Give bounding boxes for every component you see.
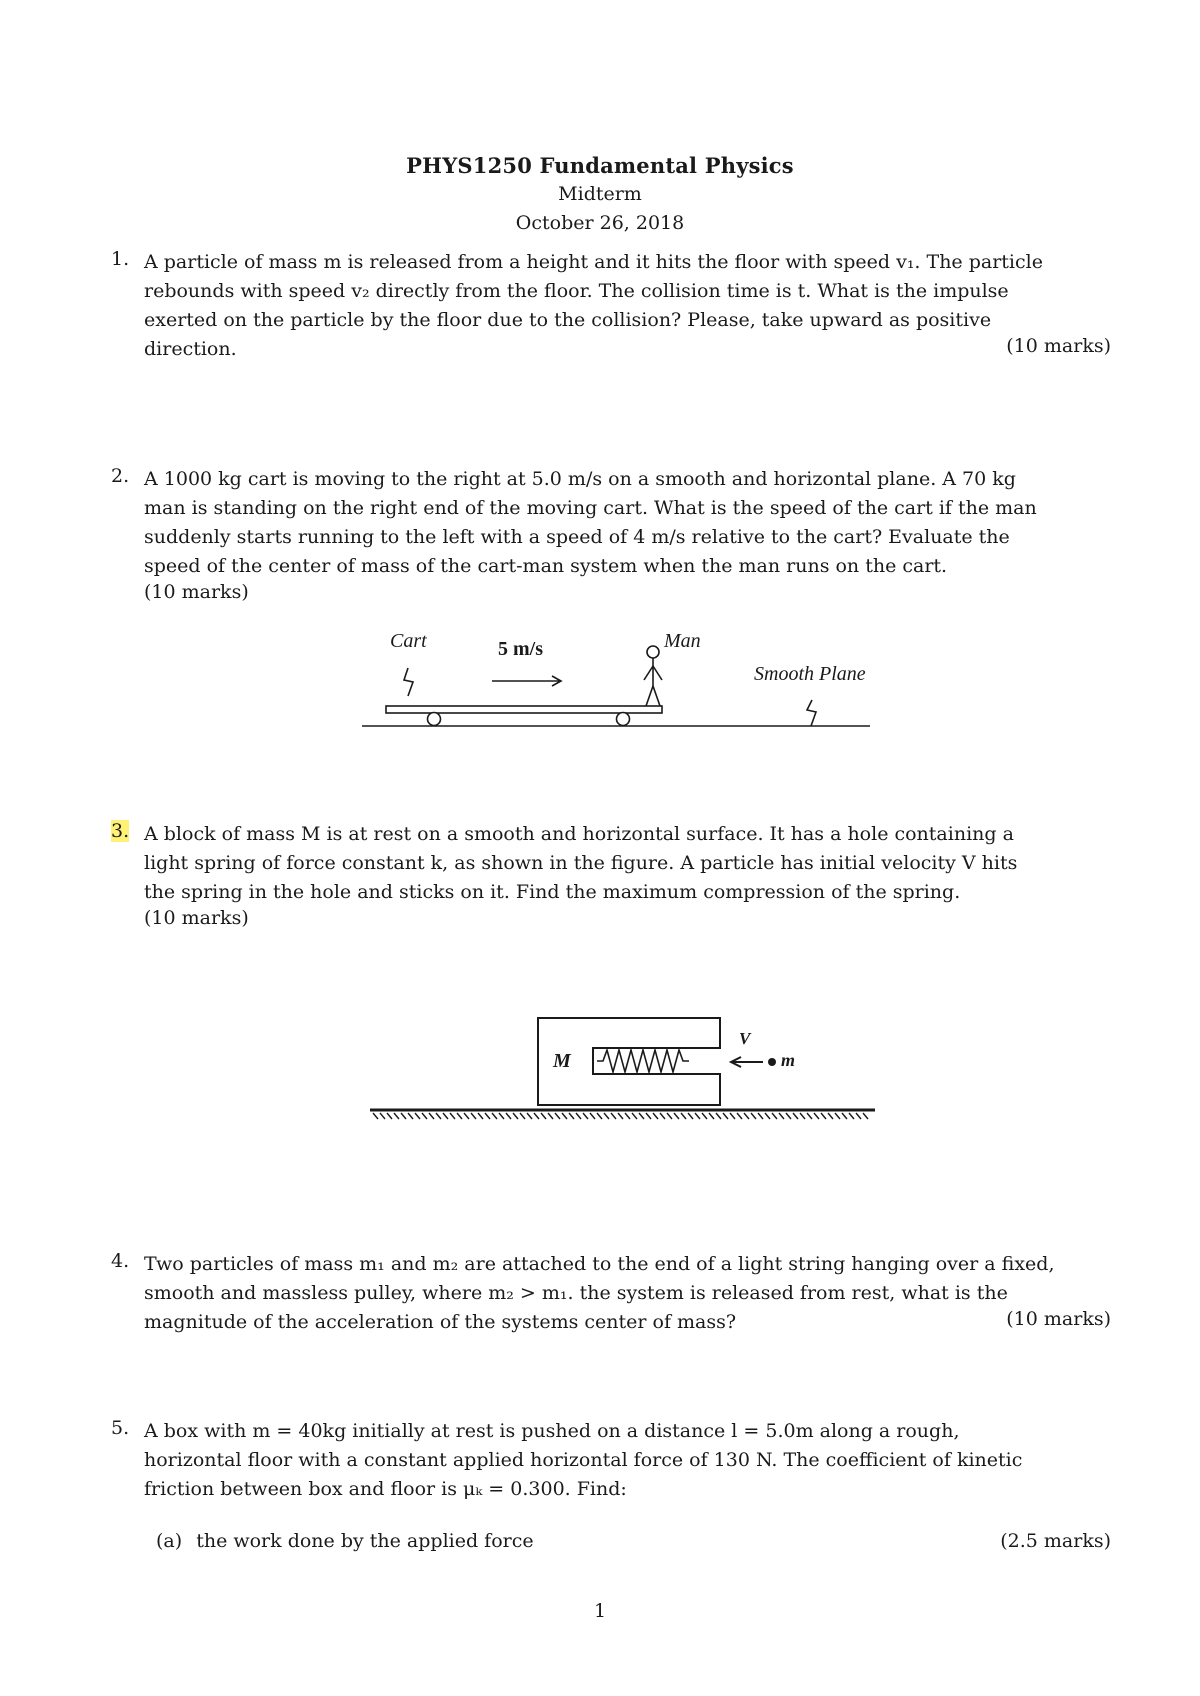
block-spring-figure [365,1010,885,1120]
man-leg [653,686,660,706]
exam-date: October 26, 2018 [515,212,685,234]
question-number [111,820,129,842]
question-line: man is standing on the right end of the moving cart. What is the speed of the cart if the man [144,497,1037,519]
question-line: horizontal floor with a constant applied horizontal force of 130 N. The coefficient of kinetic [144,1449,1023,1471]
part-text: the work done by the applied force [196,1530,534,1552]
man-leg [646,686,653,706]
question-line: magnitude of the acceleration of the systems center of mass? [144,1311,737,1333]
question-line: exerted on the particle by the floor due to the collision? Please, take upward as positive [144,309,992,331]
highlighted-number: 3. [111,820,130,842]
block-spring-diagram [365,1010,885,1120]
cart-man-figure [350,630,870,730]
question-line: A box with m = 40kg initially at rest is pushed on a distance l = 5.0m along a rough, [144,1420,960,1442]
question-marks: (10 marks) [144,581,249,603]
man-head [647,646,659,658]
question-line: A block of mass M is at rest on a smooth and horizontal surface. It has a hole containing a [144,823,1014,845]
block-mass-label: M [553,1050,571,1072]
cart-wheel [617,713,630,726]
cart-wheel [428,713,441,726]
question-line: Two particles of mass m₁ and m₂ are attached to the end of a light string hanging over a fixed, [144,1253,1055,1275]
smooth-plane-label: Smooth Plane [754,663,866,685]
question-line: light spring of force constant k, as shown in the figure. A particle has initial velocity V hits [144,852,1018,874]
question-line: speed of the center of mass of the cart-man system when the man runs on the cart. [144,555,948,577]
cart-leader [404,668,413,696]
page-number: 1 [593,1600,607,1622]
question-line: direction. [144,338,237,360]
particle-dot [768,1058,776,1066]
speed-label: 5 m/s [498,638,543,660]
cart-label: Cart [390,630,427,652]
question-number: 4. [111,1250,130,1272]
man-arm [644,666,653,680]
particle-mass-label: m [781,1050,796,1070]
floor-hatching [373,1113,868,1119]
question-line: A particle of mass m is released from a height and it hits the floor with speed v₁. The particle [144,251,1043,273]
velocity-label: V [739,1029,751,1048]
question-part-a [156,1530,1111,1552]
question-line: suddenly starts running to the left with a speed of 4 m/s relative to the cart? Evaluate the [144,526,1010,548]
man-arm [653,666,662,680]
question-marks: (10 marks) [1006,335,1111,357]
question-line: friction between box and floor is μₖ = 0.300. Find: [144,1478,627,1500]
question-marks: (10 marks) [144,907,249,929]
cart-platform [386,706,662,713]
question-marks: (10 marks) [1006,1308,1111,1330]
question-line: rebounds with speed v₂ directly from the floor. The collision time is t. What is the impulse [144,280,1009,302]
exam-subtitle: Midterm [558,183,642,205]
man-label: Man [664,630,701,652]
question-number: 2. [111,465,130,487]
plane-leader [807,700,816,726]
question-number: 5. [111,1417,130,1439]
question-line: smooth and massless pulley, where m₂ > m₁. the system is released from rest, what is the [144,1282,1008,1304]
exam-title: PHYS1250 Fundamental Physics [406,153,794,178]
question-line: the spring in the hole and sticks on it. Find the maximum compression of the spring. [144,881,961,903]
question-number: 1. [111,248,130,270]
question-line: A 1000 kg cart is moving to the right at 5.0 m/s on a smooth and horizontal plane. A 70 kg [144,468,1016,490]
spring [597,1050,689,1072]
part-label: (a) [156,1530,183,1552]
part-marks: (2.5 marks) [1000,1530,1111,1552]
